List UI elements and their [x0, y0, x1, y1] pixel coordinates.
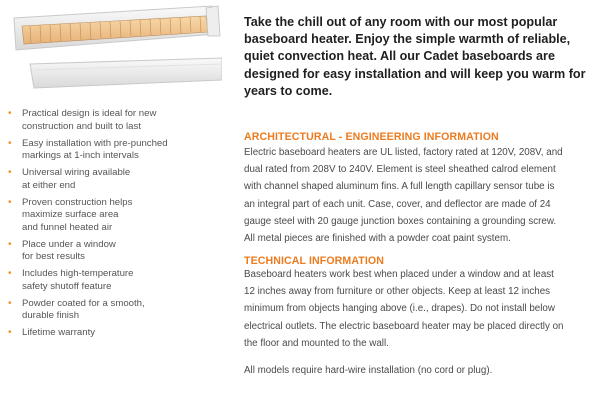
feature-item — [8, 327, 230, 340]
bullet-icon: • — [8, 297, 12, 309]
baseboard-heater-image — [0, 0, 222, 96]
feature-text: construction and built to last — [22, 120, 141, 132]
architectural-line: dual rated from 208V to 240V. Element is steel sheathed calrod element — [244, 164, 556, 176]
feature-text: Includes high-temperature — [22, 268, 134, 279]
intro-line: designed for easy installation and will keep you warm for — [244, 66, 586, 81]
technical-line: electrical outlets. The electric baseboard heater may be placed directly on — [244, 320, 564, 332]
architectural-paragraph — [244, 144, 596, 247]
feature-item — [8, 298, 230, 323]
technical-line: the floor and mounted to the wall. — [244, 337, 389, 349]
installation-note-text: All models require hard-wire installation (no cord or plug). — [244, 365, 493, 376]
intro-paragraph — [244, 14, 594, 100]
feature-text: Powder coated for a smooth, — [22, 297, 145, 309]
feature-text: Universal wiring available — [22, 167, 131, 178]
feature-item — [8, 167, 230, 192]
bullet-icon: • — [8, 238, 12, 250]
intro-line: Take the chill out of any room with our most popular — [244, 15, 558, 29]
feature-item — [8, 138, 230, 163]
architectural-line: with channel shaped aluminum fins. A full length capillary sensor tube is — [244, 181, 555, 193]
intro-line: baseboard heater. Enjoy the simple warmth of reliable, — [244, 32, 571, 47]
technical-line: minimum from objects hanging above (i.e., drapes). Do not install below — [244, 303, 555, 315]
feature-text: Easy installation with pre-punched — [22, 137, 168, 149]
feature-item — [8, 108, 230, 133]
feature-item — [8, 268, 230, 293]
technical-line: Baseboard heaters work best when placed under a window and at least — [244, 269, 554, 280]
feature-text: safety shutoff feature — [22, 280, 112, 292]
bullet-icon: • — [8, 167, 12, 178]
feature-list — [8, 108, 230, 344]
bullet-icon: • — [8, 268, 12, 279]
feature-text: maximize surface area — [22, 209, 119, 220]
feature-text: at either end — [22, 179, 76, 191]
feature-text: and funnel heated air — [22, 221, 113, 233]
technical-line: 12 inches away from furniture or other objects. Keep at least 12 inches — [244, 286, 551, 298]
feature-text: Place under a window — [22, 238, 116, 250]
architectural-heading: ARCHITECTURAL - ENGINEERING INFORMATION — [244, 131, 499, 143]
intro-line: years to come. — [244, 83, 333, 98]
feature-text: markings at 1-inch intervals — [22, 150, 139, 161]
technical-paragraph — [244, 266, 596, 352]
feature-text: Lifetime warranty — [22, 327, 96, 338]
feature-item — [8, 239, 230, 264]
technical-heading: TECHNICAL INFORMATION — [244, 255, 385, 267]
bullet-icon: • — [8, 196, 12, 208]
architectural-line: an integral part of each unit. Case, cover, and deflector are made of 24 — [244, 198, 551, 210]
feature-text: durable finish — [22, 310, 80, 321]
feature-text: Practical design is ideal for new — [22, 108, 157, 119]
feature-text: Proven construction helps — [22, 196, 133, 208]
bullet-icon: • — [8, 108, 12, 119]
architectural-line: Electric baseboard heaters are UL listed, factory rated at 120V, 208V, and — [244, 147, 563, 158]
architectural-line: All metal pieces are finished with a powder coat paint system. — [244, 233, 511, 245]
intro-line: quiet convection heat. All our Cadet baseboards are — [244, 49, 555, 64]
architectural-line: gauge steel with 20 gauge junction boxes containing a grounding screw. — [244, 215, 557, 227]
installation-note — [244, 362, 596, 379]
feature-text: for best results — [22, 251, 85, 262]
bullet-icon: • — [8, 137, 12, 149]
feature-item — [8, 197, 230, 235]
bullet-icon: • — [8, 327, 12, 338]
